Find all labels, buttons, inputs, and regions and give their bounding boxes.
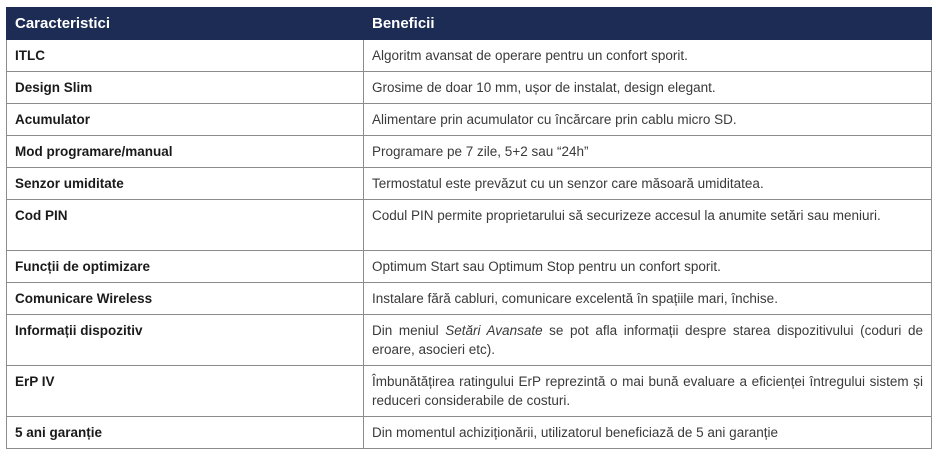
feature-cell: Mod programare/manual (7, 136, 364, 168)
benefit-text-before: Din meniul (372, 323, 446, 338)
header-benefits: Beneficii (364, 8, 932, 40)
table-row (7, 72, 932, 104)
benefit-cell: Din momentul achiziționării, utilizatorul beneficiază de 5 ani garanție (364, 417, 932, 449)
features-table (6, 7, 932, 449)
feature-cell: Comunicare Wireless (7, 283, 364, 315)
feature-cell: Funcții de optimizare (7, 251, 364, 283)
benefit-cell: Programare pe 7 zile, 5+2 sau “24h” (364, 136, 932, 168)
benefit-cell: Alimentare prin acumulator cu încărcare prin cablu micro SD. (364, 104, 932, 136)
benefit-cell: Termostatul este prevăzut cu un senzor care măsoară umiditatea. (364, 168, 932, 200)
table-header-row (7, 8, 932, 40)
feature-cell: ITLC (7, 40, 364, 72)
benefit-cell: Algoritm avansat de operare pentru un confort sporit. (364, 40, 932, 72)
benefit-text-italic: Setări Avansate (445, 323, 543, 338)
benefit-cell (364, 315, 932, 366)
feature-cell: Senzor umiditate (7, 168, 364, 200)
feature-cell: Acumulator (7, 104, 364, 136)
header-features: Caracteristici (7, 8, 364, 40)
table-row (7, 200, 932, 251)
table-row (7, 168, 932, 200)
table-row (7, 104, 932, 136)
benefit-cell: Instalare fără cabluri, comunicare excelentă în spațiile mari, închise. (364, 283, 932, 315)
benefit-cell: Codul PIN permite proprietarului să securizeze accesul la anumite setări sau meniuri. (364, 200, 932, 251)
feature-cell: Cod PIN (7, 200, 364, 251)
benefit-text-after: se pot afla informații despre starea dispozitivului (coduri de eroare, asocieri etc). (372, 323, 923, 357)
table-row (7, 417, 932, 449)
feature-cell: Informații dispozitiv (7, 315, 364, 366)
table-row (7, 251, 932, 283)
benefit-cell: Optimum Start sau Optimum Stop pentru un confort sporit. (364, 251, 932, 283)
table-row (7, 136, 932, 168)
feature-cell: ErP IV (7, 366, 364, 417)
table-row (7, 40, 932, 72)
benefit-cell: Grosime de doar 10 mm, ușor de instalat, design elegant. (364, 72, 932, 104)
feature-cell: 5 ani garanție (7, 417, 364, 449)
benefit-cell: Îmbunătățirea ratingului ErP reprezintă o mai bună evaluare a eficienței întregului sistem și reduceri considerabile de costuri. (364, 366, 932, 417)
table-row (7, 283, 932, 315)
feature-cell: Design Slim (7, 72, 364, 104)
table-row (7, 315, 932, 366)
table-row (7, 366, 932, 417)
